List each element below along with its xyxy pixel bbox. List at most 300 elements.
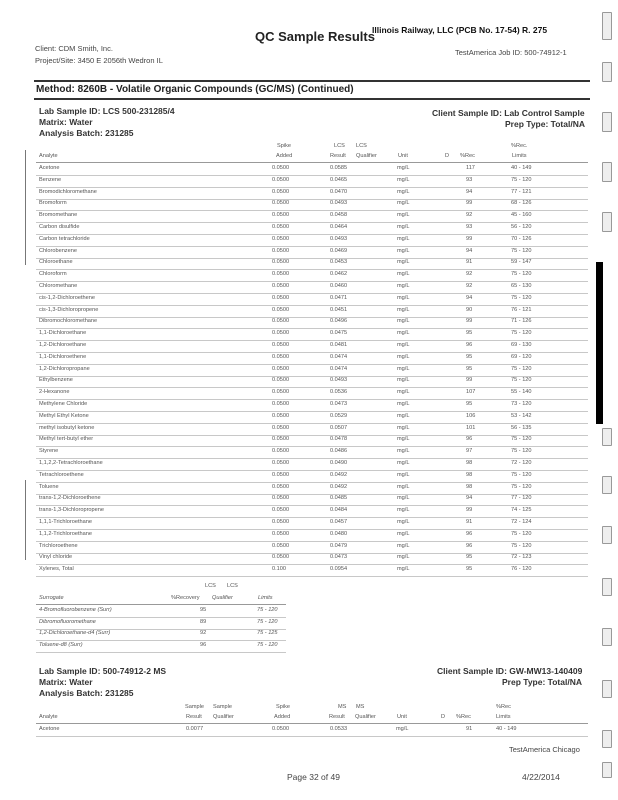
ms-col-limits-1: %Rec — [496, 704, 511, 710]
analyte: Chloromethane — [39, 283, 78, 289]
analyte: Methyl tert-butyl ether — [39, 436, 94, 443]
rec: 91 — [466, 519, 473, 525]
rec: 99 — [466, 318, 473, 325]
limits: 77 - 120 — [511, 495, 532, 502]
limits: 75 - 120 — [511, 448, 532, 455]
ms-prep-type: Prep Type: Total/NA — [502, 677, 582, 687]
ms-col-spike-1: Spike — [276, 704, 290, 710]
surrogate-row — [36, 640, 286, 653]
rec: 92 — [466, 271, 473, 278]
rec: 92 — [466, 283, 473, 289]
spike-added: 0.0500 — [272, 200, 290, 207]
unit: mg/L — [397, 212, 410, 219]
rec: 95 — [466, 554, 473, 561]
lcs-result: 0.0462 — [330, 271, 348, 278]
spike-added: 0.0500 — [272, 401, 290, 407]
ms-sample-result: 0.0077 — [186, 726, 204, 732]
lcs-result: 0.0464 — [330, 224, 348, 230]
ms-lab-sample-id: Lab Sample ID: 500-74912-2 MS — [39, 666, 167, 676]
col-lcs-2: Result — [330, 153, 346, 159]
col-unit: Unit — [398, 153, 408, 159]
analyte: cis-1,2-Dichloroethene — [39, 294, 95, 301]
index-tab — [602, 212, 612, 232]
rec: 99 — [466, 200, 473, 207]
analyte: Ethylbenzene — [39, 377, 73, 384]
unit: mg/L — [397, 460, 410, 466]
limits: 75 - 120 — [511, 330, 532, 337]
spike-added: 0.0500 — [272, 448, 290, 455]
spike-added: 0.0500 — [272, 507, 290, 514]
ms-rec: 91 — [466, 726, 473, 732]
unit: mg/L — [397, 200, 410, 207]
spike-added: 0.0500 — [272, 294, 290, 301]
analyte: Dibromochloromethane — [39, 318, 98, 325]
ms-col-sampleq-1: Sample — [213, 704, 232, 710]
index-tab — [602, 730, 612, 748]
spike-added: 0.0500 — [272, 412, 290, 419]
lcs-result: 0.0529 — [330, 412, 348, 419]
rec: 93 — [466, 224, 473, 230]
rec: 101 — [466, 424, 476, 431]
rec: 98 — [466, 471, 473, 478]
surrogate-limits: 75 - 120 — [257, 618, 278, 625]
spike-added: 0.0500 — [272, 271, 290, 278]
analyte: Xylenes, Total — [39, 566, 74, 573]
unit: mg/L — [397, 294, 410, 301]
analyte: Methylene Chloride — [39, 401, 88, 407]
limits: 75 - 120 — [511, 247, 532, 254]
lcs-result: 0.0493 — [330, 235, 348, 242]
unit: mg/L — [397, 507, 410, 514]
spike-added: 0.0500 — [272, 542, 290, 549]
rec: 97 — [466, 448, 473, 455]
limits: 45 - 160 — [511, 212, 532, 219]
analyte: 1,2-Dichloropropane — [39, 365, 90, 372]
limits: 72 - 123 — [511, 554, 532, 561]
lcs-result: 0.0473 — [330, 554, 348, 561]
spike-added: 0.0500 — [272, 165, 290, 171]
rec: 90 — [466, 306, 473, 313]
report-date: 4/22/2014 — [522, 772, 560, 782]
lcs-result: 0.0480 — [330, 530, 348, 537]
col-analyte: Analyte — [39, 153, 58, 159]
limits: 75 - 120 — [511, 542, 532, 549]
unit: mg/L — [397, 412, 410, 419]
limits: 70 - 126 — [511, 235, 532, 242]
lcs-result: 0.0473 — [330, 401, 348, 407]
surr-col-recovery: %Recovery — [171, 595, 200, 601]
ms-client-sample-id: Client Sample ID: GW-MW13-140409 — [437, 666, 583, 676]
unit: mg/L — [397, 483, 410, 490]
col-lcs-qual-2: Qualifier — [356, 153, 377, 159]
analyte: trans-1,2-Dichloroethene — [39, 495, 101, 502]
ms-spike: 0.0500 — [272, 726, 290, 732]
limits: 75 - 120 — [511, 176, 532, 183]
limits: 75 - 120 — [511, 377, 532, 384]
analyte: 1,1-Dichloroethene — [39, 353, 87, 360]
rec: 98 — [466, 460, 473, 466]
ms-analyte: Acetone — [39, 726, 60, 732]
limits: 74 - 125 — [511, 507, 532, 514]
spike-added: 0.0500 — [272, 365, 290, 372]
ms-col-sampleq-2: Qualifier — [213, 714, 234, 720]
limits: 71 - 126 — [511, 318, 532, 325]
table-row — [36, 564, 588, 577]
index-tab — [602, 112, 612, 132]
limits: 69 - 130 — [511, 342, 532, 348]
limits: 56 - 120 — [511, 224, 532, 230]
analyte: 1,2-Dichloroethane — [39, 342, 87, 348]
limits: 76 - 121 — [511, 306, 532, 313]
unit: mg/L — [397, 283, 410, 289]
unit: mg/L — [397, 566, 410, 573]
unit: mg/L — [397, 247, 410, 254]
spike-added: 0.0500 — [272, 306, 290, 313]
spike-added: 0.0500 — [272, 471, 290, 478]
ms-unit: mg/L — [396, 726, 409, 732]
spike-added: 0.0500 — [272, 224, 290, 230]
rec: 107 — [466, 389, 476, 396]
lcs-client-sample-id: Client Sample ID: Lab Control Sample — [432, 108, 585, 118]
analyte: 2-Hexanone — [39, 389, 70, 396]
lcs-lab-sample-id: Lab Sample ID: LCS 500-231285/4 — [39, 106, 175, 116]
rec: 95 — [466, 401, 473, 407]
limits: 68 - 126 — [511, 200, 532, 207]
unit: mg/L — [397, 330, 410, 337]
unit: mg/L — [397, 554, 410, 561]
unit: mg/L — [397, 365, 410, 372]
lcs-result: 0.0536 — [330, 389, 348, 396]
limits: 77 - 121 — [511, 188, 532, 195]
limits: 75 - 120 — [511, 436, 532, 443]
lcs-matrix: Matrix: Water — [39, 117, 93, 127]
unit: mg/L — [397, 389, 410, 396]
analyte: 1,1,1-Trichloroethane — [39, 519, 92, 525]
lcs-result: 0.0481 — [330, 342, 348, 348]
rec: 92 — [466, 212, 473, 219]
spike-added: 0.0500 — [272, 389, 290, 396]
rec: 96 — [466, 342, 473, 348]
unit: mg/L — [397, 519, 410, 525]
ms-analysis-batch: Analysis Batch: 231285 — [39, 688, 134, 698]
ms-matrix: Matrix: Water — [39, 677, 93, 687]
analyte: Carbon tetrachloride — [39, 235, 90, 242]
spike-added: 0.0500 — [272, 330, 290, 337]
analyte: 1,1-Dichloroethane — [39, 330, 87, 337]
rec: 95 — [466, 353, 473, 360]
col-lcs-1: LCS — [334, 143, 345, 149]
limits: 75 - 120 — [511, 271, 532, 278]
lcs-prep-type: Prep Type: Total/NA — [505, 119, 585, 129]
unit: mg/L — [397, 542, 410, 549]
lcs-result: 0.0478 — [330, 436, 348, 443]
method-rule — [34, 98, 590, 100]
limits: 76 - 120 — [511, 566, 532, 573]
unit: mg/L — [397, 224, 410, 230]
index-tab — [602, 62, 612, 82]
surr-col-limits: Limits — [258, 595, 273, 601]
unit: mg/L — [397, 353, 410, 360]
ms-col-ms-2: Result — [329, 714, 345, 720]
lcs-result: 0.0486 — [330, 448, 348, 455]
surr-col-lcs-2: LCS — [227, 583, 238, 589]
limits: 73 - 120 — [511, 401, 532, 407]
spike-added: 0.0500 — [272, 247, 290, 254]
index-tab — [602, 12, 612, 40]
index-tab — [602, 762, 612, 778]
rec: 106 — [466, 412, 476, 419]
spike-added: 0.0500 — [272, 283, 290, 289]
unit: mg/L — [397, 436, 410, 443]
rec: 94 — [466, 294, 473, 301]
lcs-result: 0.0485 — [330, 495, 348, 502]
ms-col-rec: %Rec — [456, 714, 471, 720]
analyte: Toluene — [39, 483, 59, 490]
unit: mg/L — [397, 401, 410, 407]
client-name: Client: CDM Smith, Inc. — [35, 44, 113, 53]
col-d: D — [445, 153, 450, 159]
spike-added: 0.0500 — [272, 554, 290, 561]
surrogate-name: 4-Bromofluorobenzene (Surr) — [39, 607, 112, 613]
surrogate-limits: 75 - 120 — [257, 641, 278, 648]
redaction-bar — [596, 262, 603, 424]
spike-added: 0.0500 — [272, 436, 290, 443]
analyte: methyl isobutyl ketone — [39, 424, 95, 431]
header-rule — [34, 80, 590, 82]
surrogate-limits: 75 - 125 — [257, 630, 278, 636]
surrogate-recovery: 92 — [200, 630, 207, 636]
limits: 75 - 120 — [511, 530, 532, 537]
spike-added: 0.100 — [272, 566, 286, 573]
limits: 72 - 120 — [511, 460, 532, 466]
col-limits-2: Limits — [512, 153, 527, 159]
unit: mg/L — [397, 165, 410, 171]
analyte: Tetrachloroethene — [39, 471, 84, 478]
unit: mg/L — [397, 259, 410, 266]
ms-table-row — [36, 724, 588, 737]
job-id: TestAmerica Job ID: 500-74912-1 — [455, 48, 567, 57]
ms-col-msq-2: Qualifier — [355, 714, 376, 720]
lcs-result: 0.0954 — [330, 566, 348, 573]
col-spike-1: Spike — [277, 143, 291, 149]
spike-added: 0.0500 — [272, 342, 290, 348]
rec: 99 — [466, 235, 473, 242]
lcs-result: 0.0484 — [330, 507, 348, 514]
spike-added: 0.0500 — [272, 377, 290, 384]
ms-col-msq-1: MS — [356, 704, 365, 710]
analyte: Acetone — [39, 165, 60, 171]
ms-col-ms-1: MS — [338, 704, 347, 710]
lcs-result: 0.0465 — [330, 176, 348, 183]
surrogate-name: Dibromofluoromethane — [39, 618, 96, 625]
limits: 65 - 130 — [511, 283, 532, 289]
unit: mg/L — [397, 377, 410, 384]
spike-added: 0.0500 — [272, 460, 290, 466]
surr-col-lcs-1: LCS — [205, 583, 216, 589]
spike-added: 0.0500 — [272, 212, 290, 219]
unit: mg/L — [397, 235, 410, 242]
lcs-result: 0.0492 — [330, 483, 348, 490]
page-title: QC Sample Results — [255, 29, 375, 44]
rec: 94 — [466, 247, 473, 254]
rec: 96 — [466, 542, 473, 549]
analyte: Bromoform — [39, 200, 67, 207]
rec: 117 — [466, 165, 475, 171]
spike-added: 0.0500 — [272, 353, 290, 360]
surrogate-recovery: 96 — [200, 641, 207, 648]
analyte: Chloroform — [39, 271, 67, 278]
lcs-result: 0.0451 — [330, 306, 348, 313]
limits: 75 - 120 — [511, 471, 532, 478]
lcs-result: 0.0474 — [330, 353, 348, 360]
analyte: Chlorobenzene — [39, 247, 77, 254]
index-tab — [602, 428, 612, 446]
lcs-result: 0.0496 — [330, 318, 348, 325]
analyte: cis-1,3-Dichloropropene — [39, 306, 99, 313]
margin-mark — [25, 150, 26, 265]
rec: 96 — [466, 436, 473, 443]
analyte: Carbon disulfide — [39, 224, 80, 230]
spike-added: 0.0500 — [272, 424, 290, 431]
index-tab — [602, 628, 612, 646]
unit: mg/L — [397, 471, 410, 478]
project-site: Project/Site: 3450 E 2056th Wedron IL — [35, 56, 163, 65]
rec: 95 — [466, 330, 473, 337]
surrogate-recovery: 95 — [200, 607, 207, 613]
surrogate-recovery: 89 — [200, 618, 207, 625]
unit: mg/L — [397, 424, 410, 431]
analyte: Benzene — [39, 176, 62, 183]
rec: 95 — [466, 566, 473, 573]
index-tab — [602, 476, 612, 494]
analyte: Bromodichloromethane — [39, 188, 97, 195]
col-rec: %Rec — [460, 153, 475, 159]
method-title: Method: 8260B - Volatile Organic Compounds (GC/MS) (Continued) — [36, 84, 354, 95]
ms-col-d: D — [441, 714, 446, 720]
lcs-result: 0.0507 — [330, 424, 348, 431]
limits: 53 - 142 — [511, 412, 532, 419]
ms-result: 0.0533 — [330, 726, 348, 732]
spike-added: 0.0500 — [272, 483, 290, 490]
lcs-result: 0.0493 — [330, 200, 348, 207]
limits: 72 - 124 — [511, 519, 532, 525]
rec: 94 — [466, 495, 473, 502]
analyte: Chloroethane — [39, 259, 73, 266]
rec: 93 — [466, 176, 473, 183]
analyte: Trichloroethene — [39, 542, 78, 549]
limits: 75 - 120 — [511, 365, 532, 372]
index-tab — [602, 578, 612, 596]
analyte: Bromomethane — [39, 212, 78, 219]
analyte: 1,1,2,2-Tetrachloroethane — [39, 460, 103, 466]
analyte: Vinyl chloride — [39, 554, 73, 561]
rec: 91 — [466, 259, 473, 266]
limits: 75 - 120 — [511, 483, 532, 490]
lcs-result: 0.0460 — [330, 283, 348, 289]
unit: mg/L — [397, 318, 410, 325]
spike-added: 0.0500 — [272, 530, 290, 537]
page-number: Page 32 of 49 — [287, 772, 340, 782]
index-tab — [602, 526, 612, 544]
col-limits-1: %Rec. — [511, 143, 528, 149]
limits: 69 - 120 — [511, 353, 532, 360]
ms-col-sample-1: Sample — [185, 704, 204, 710]
spike-added: 0.0500 — [272, 318, 290, 325]
limits: 40 - 149 — [511, 165, 532, 171]
lcs-result: 0.0492 — [330, 471, 348, 478]
lcs-analysis-batch: Analysis Batch: 231285 — [39, 128, 134, 138]
spike-added: 0.0500 — [272, 495, 290, 502]
surrogate-name: 1,2-Dichloroethane-d4 (Surr) — [39, 630, 111, 636]
rec: 99 — [466, 507, 473, 514]
unit: mg/L — [397, 448, 410, 455]
col-spike-2: Added — [276, 153, 293, 159]
rec: 99 — [466, 377, 473, 384]
lcs-result: 0.0469 — [330, 247, 348, 254]
spike-added: 0.0500 — [272, 259, 290, 266]
rec: 94 — [466, 188, 473, 195]
surr-col-surrogate: Surrogate — [39, 595, 64, 601]
lcs-result: 0.0458 — [330, 212, 348, 219]
unit: mg/L — [397, 271, 410, 278]
limits: 56 - 135 — [511, 424, 532, 431]
limits: 59 - 147 — [511, 259, 532, 266]
ms-col-analyte: Analyte — [39, 714, 58, 720]
limits: 75 - 120 — [511, 294, 532, 301]
ms-col-spike-2: Added — [274, 714, 291, 720]
surr-col-qualifier: Qualifier — [212, 595, 233, 601]
analyte: Styrene — [39, 448, 59, 455]
index-tab — [602, 680, 612, 698]
spike-added: 0.0500 — [272, 176, 290, 183]
spike-added: 0.0500 — [272, 519, 290, 525]
lcs-result: 0.0585 — [330, 165, 348, 171]
spike-added: 0.0500 — [272, 235, 290, 242]
lcs-result: 0.0490 — [330, 460, 348, 466]
lcs-result: 0.0471 — [330, 294, 348, 301]
lcs-result: 0.0457 — [330, 519, 348, 525]
ms-col-unit: Unit — [397, 714, 407, 720]
rec: 95 — [466, 365, 473, 372]
lcs-result: 0.0493 — [330, 377, 348, 384]
unit: mg/L — [397, 306, 410, 313]
ms-limits: 40 - 149 — [496, 726, 517, 732]
limits: 55 - 140 — [511, 389, 532, 396]
surrogate-limits: 75 - 120 — [257, 607, 278, 613]
surrogate-name: Toluene-d8 (Surr) — [39, 641, 83, 648]
docket-stamp: Illinois Railway, LLC (PCB No. 17-54) R. 275 — [372, 25, 548, 35]
unit: mg/L — [397, 495, 410, 502]
unit: mg/L — [397, 188, 410, 195]
lcs-result: 0.0470 — [330, 188, 348, 195]
lcs-result: 0.0474 — [330, 365, 348, 372]
analyte: Methyl Ethyl Ketone — [39, 412, 89, 419]
analyte: trans-1,3-Dichloropropene — [39, 507, 104, 514]
col-lcs-qual-1: LCS — [356, 143, 367, 149]
rec: 96 — [466, 530, 473, 537]
margin-mark — [25, 480, 26, 560]
lcs-result: 0.0479 — [330, 542, 348, 549]
lcs-result: 0.0453 — [330, 259, 348, 266]
ms-col-limits-2: Limits — [496, 714, 511, 720]
lcs-result: 0.0475 — [330, 330, 348, 337]
index-tab — [602, 162, 612, 182]
unit: mg/L — [397, 176, 410, 183]
unit: mg/L — [397, 342, 410, 348]
lab-name: TestAmerica Chicago — [509, 745, 580, 754]
spike-added: 0.0500 — [272, 188, 290, 195]
rec: 98 — [466, 483, 473, 490]
